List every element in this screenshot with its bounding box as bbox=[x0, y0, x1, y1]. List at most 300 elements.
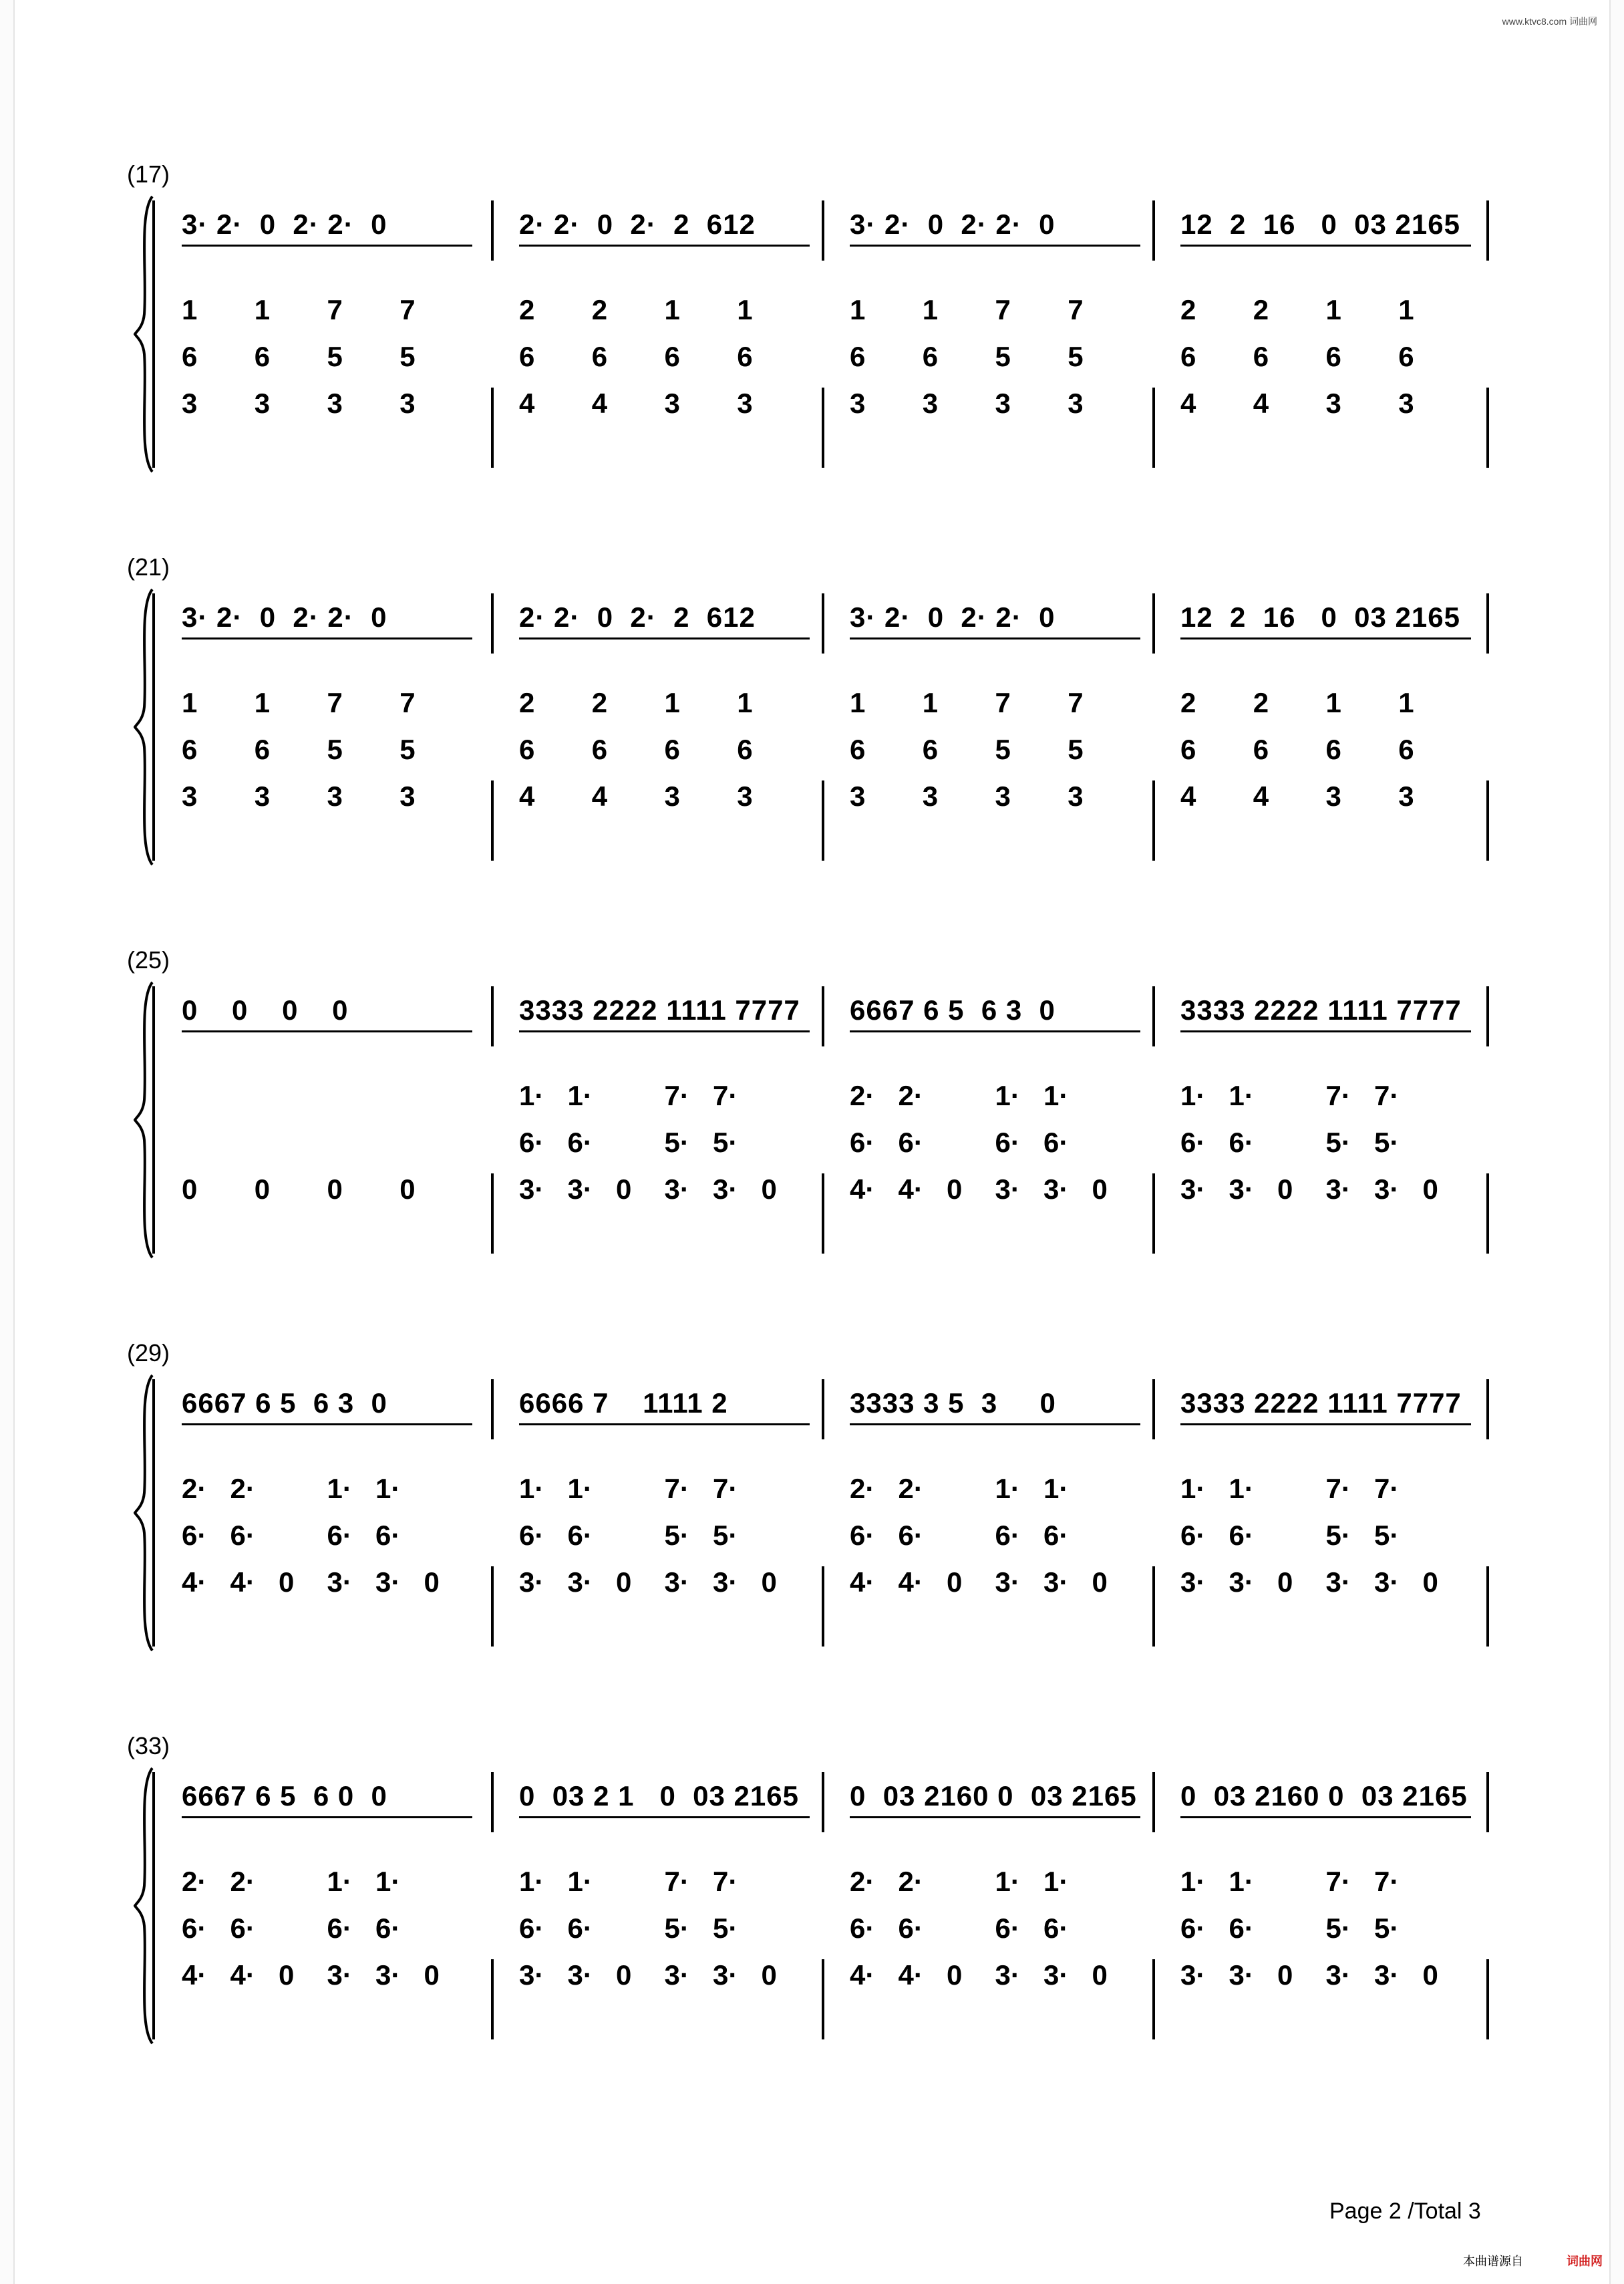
barline bbox=[822, 200, 824, 261]
barline bbox=[1486, 593, 1489, 654]
chord-note: 1 bbox=[664, 294, 680, 325]
melody-measure: 0 0 0 0 bbox=[182, 994, 349, 1026]
chord-note: 3· bbox=[1229, 1566, 1254, 1598]
barline bbox=[822, 1566, 824, 1647]
right-edge-strip bbox=[1609, 0, 1624, 2284]
chord-note: 6· bbox=[567, 1912, 593, 1944]
chord-note: 5· bbox=[1325, 1127, 1351, 1158]
beam-line bbox=[182, 1816, 472, 1818]
chord-note: 3· bbox=[995, 1566, 1020, 1598]
chord-note: 2 bbox=[591, 687, 608, 718]
chord-note: 5· bbox=[664, 1127, 689, 1158]
barline bbox=[1486, 1959, 1489, 2039]
chord-note: 0 bbox=[1277, 1566, 1293, 1598]
chord-note: 6 bbox=[1398, 734, 1414, 765]
brace-icon bbox=[132, 1765, 159, 2046]
chord-note: 6 bbox=[1253, 341, 1269, 372]
system-line bbox=[152, 200, 155, 468]
chord-note: 6 bbox=[254, 734, 271, 765]
chord-note: 1 bbox=[1398, 687, 1414, 718]
chord-note: 0 bbox=[327, 1173, 343, 1205]
chord-note: 0 bbox=[399, 1173, 416, 1205]
chord-note: 6· bbox=[230, 1912, 255, 1944]
chord-note: 6 bbox=[737, 341, 753, 372]
barline bbox=[1152, 388, 1155, 468]
chord-note: 6· bbox=[230, 1520, 255, 1551]
chord-note: 6 bbox=[664, 341, 680, 372]
chord-note: 1 bbox=[737, 294, 753, 325]
chord-note: 1· bbox=[1043, 1080, 1069, 1111]
chord-note: 7 bbox=[327, 294, 343, 325]
chord-note: 3· bbox=[375, 1959, 401, 1991]
chord-note: 6· bbox=[327, 1520, 352, 1551]
chord-note: 6· bbox=[850, 1520, 875, 1551]
melody-measure: 2· 2· 0 2· 2 612 bbox=[519, 601, 756, 633]
chord-note: 2 bbox=[519, 294, 535, 325]
chord-note: 3· bbox=[1229, 1959, 1254, 1991]
chord-note: 6 bbox=[664, 734, 680, 765]
chord-note: 1· bbox=[519, 1080, 544, 1111]
chord-note: 0 bbox=[761, 1566, 777, 1598]
chord-note: 3 bbox=[1398, 780, 1414, 812]
barline bbox=[1152, 1379, 1155, 1439]
barline bbox=[1152, 1173, 1155, 1254]
chord-note: 3 bbox=[995, 780, 1011, 812]
melody-measure: 12 2 16 0 03 2165 bbox=[1180, 601, 1460, 633]
chord-note: 6· bbox=[1180, 1912, 1206, 1944]
chord-note: 5· bbox=[1325, 1520, 1351, 1551]
beam-line bbox=[1180, 637, 1471, 639]
barline bbox=[1152, 1566, 1155, 1647]
melody-measure: 3333 2222 1111 7777 bbox=[1180, 1387, 1462, 1419]
chord-note: 3 bbox=[664, 780, 680, 812]
chord-note: 4· bbox=[898, 1173, 923, 1205]
chord-note: 3· bbox=[1325, 1566, 1351, 1598]
chord-note: 6 bbox=[1325, 341, 1341, 372]
barline bbox=[822, 1173, 824, 1254]
barline bbox=[1486, 1772, 1489, 1832]
chord-note: 3· bbox=[1325, 1959, 1351, 1991]
barline bbox=[1152, 1959, 1155, 2039]
chord-note: 0 bbox=[1422, 1959, 1438, 1991]
measure-number: (25) bbox=[127, 946, 170, 974]
chord-note: 4· bbox=[850, 1959, 875, 1991]
melody-measure: 3· 2· 0 2· 2· 0 bbox=[182, 208, 387, 240]
chord-note: 7· bbox=[1325, 1080, 1351, 1111]
chord-note: 3 bbox=[1325, 388, 1341, 419]
brace-icon bbox=[132, 980, 159, 1260]
chord-note: 3· bbox=[995, 1173, 1020, 1205]
chord-note: 5· bbox=[713, 1912, 738, 1944]
chord-note: 3· bbox=[375, 1566, 401, 1598]
source-brand: 词曲网 bbox=[1567, 2255, 1603, 2268]
chord-note: 3· bbox=[1229, 1173, 1254, 1205]
barline bbox=[822, 593, 824, 654]
barline bbox=[1486, 780, 1489, 861]
barline bbox=[822, 780, 824, 861]
chord-note: 3 bbox=[254, 388, 271, 419]
chord-note: 3 bbox=[922, 388, 939, 419]
chord-note: 1 bbox=[850, 294, 866, 325]
chord-note: 6· bbox=[375, 1912, 401, 1944]
chord-note: 2 bbox=[1180, 687, 1196, 718]
chord-note: 1· bbox=[519, 1866, 544, 1897]
chord-note: 0 bbox=[1422, 1566, 1438, 1598]
chord-note: 7 bbox=[399, 687, 416, 718]
chord-note: 3 bbox=[327, 388, 343, 419]
chord-note: 1· bbox=[1043, 1473, 1069, 1504]
chord-note: 0 bbox=[1092, 1959, 1108, 1991]
chord-note: 5· bbox=[1325, 1912, 1351, 1944]
melody-measure: 0 03 2160 0 03 2165 bbox=[850, 1780, 1137, 1812]
chord-note: 3· bbox=[1325, 1173, 1351, 1205]
measure-number: (17) bbox=[127, 160, 170, 188]
barline bbox=[491, 780, 494, 861]
chord-note: 3 bbox=[327, 780, 343, 812]
chord-note: 5· bbox=[713, 1127, 738, 1158]
chord-note: 3 bbox=[737, 388, 753, 419]
chord-note: 1· bbox=[1229, 1080, 1254, 1111]
chord-note: 6· bbox=[1180, 1127, 1206, 1158]
barline bbox=[1152, 1772, 1155, 1832]
chord-note: 4 bbox=[519, 780, 535, 812]
chord-note: 0 bbox=[1422, 1173, 1438, 1205]
chord-note: 3· bbox=[1374, 1566, 1400, 1598]
chord-note: 7 bbox=[1068, 294, 1084, 325]
chord-note: 3· bbox=[519, 1566, 544, 1598]
chord-note: 0 bbox=[947, 1959, 963, 1991]
melody-measure: 3· 2· 0 2· 2· 0 bbox=[182, 601, 387, 633]
chord-note: 6 bbox=[182, 341, 198, 372]
beam-line bbox=[1180, 245, 1471, 247]
chord-note: 4 bbox=[519, 388, 535, 419]
chord-note: 1 bbox=[922, 687, 939, 718]
barline bbox=[491, 593, 494, 654]
chord-note: 3· bbox=[1180, 1566, 1206, 1598]
chord-note: 6· bbox=[519, 1127, 544, 1158]
beam-line bbox=[182, 245, 472, 247]
chord-note: 4· bbox=[898, 1566, 923, 1598]
chord-note: 7 bbox=[399, 294, 416, 325]
chord-note: 6· bbox=[898, 1912, 923, 1944]
site-url: www.ktvc8.com 词曲网 bbox=[1502, 16, 1597, 27]
barline bbox=[1486, 1379, 1489, 1439]
chord-note: 1· bbox=[995, 1080, 1020, 1111]
chord-note: 4· bbox=[230, 1566, 255, 1598]
chord-note: 6 bbox=[1253, 734, 1269, 765]
score-system bbox=[127, 160, 1490, 494]
chord-note: 6· bbox=[1043, 1520, 1069, 1551]
chord-note: 1· bbox=[1180, 1866, 1206, 1897]
barline bbox=[1486, 986, 1489, 1046]
system-line bbox=[152, 593, 155, 861]
brace-icon bbox=[132, 194, 159, 474]
chord-note: 2· bbox=[850, 1473, 875, 1504]
chord-note: 3 bbox=[1398, 388, 1414, 419]
chord-note: 0 bbox=[1277, 1959, 1293, 1991]
chord-note: 2 bbox=[1253, 294, 1269, 325]
barline bbox=[491, 388, 494, 468]
chord-note: 1· bbox=[1229, 1473, 1254, 1504]
chord-note: 5 bbox=[327, 341, 343, 372]
chord-note: 6· bbox=[1180, 1520, 1206, 1551]
beam-line bbox=[850, 245, 1140, 247]
barline bbox=[822, 1959, 824, 2039]
beam-line bbox=[519, 1816, 810, 1818]
beam-line bbox=[850, 1030, 1140, 1032]
barline bbox=[491, 1379, 494, 1439]
page-number: Page 2 /Total 3 bbox=[1329, 2198, 1481, 2224]
chord-note: 6· bbox=[850, 1127, 875, 1158]
chord-note: 3· bbox=[1374, 1173, 1400, 1205]
barline bbox=[1486, 1566, 1489, 1647]
chord-note: 6· bbox=[995, 1520, 1020, 1551]
chord-note: 0 bbox=[182, 1173, 198, 1205]
chord-note: 2 bbox=[591, 294, 608, 325]
chord-note: 1· bbox=[1180, 1473, 1206, 1504]
chord-note: 2· bbox=[898, 1866, 923, 1897]
chord-note: 3 bbox=[850, 780, 866, 812]
chord-note: 3· bbox=[567, 1566, 593, 1598]
chord-note: 6 bbox=[1180, 341, 1196, 372]
chord-note: 5· bbox=[1374, 1912, 1400, 1944]
chord-note: 1· bbox=[567, 1866, 593, 1897]
chord-note: 2 bbox=[1253, 687, 1269, 718]
chord-note: 1· bbox=[567, 1080, 593, 1111]
chord-note: 5 bbox=[399, 341, 416, 372]
chord-note: 0 bbox=[947, 1173, 963, 1205]
chord-note: 0 bbox=[1277, 1173, 1293, 1205]
beam-line bbox=[519, 245, 810, 247]
chord-note: 3· bbox=[1043, 1959, 1069, 1991]
measure-number: (33) bbox=[127, 1732, 170, 1759]
barline bbox=[491, 1772, 494, 1832]
chord-note: 4· bbox=[230, 1959, 255, 1991]
chord-note: 3· bbox=[1180, 1173, 1206, 1205]
chord-note: 6 bbox=[254, 341, 271, 372]
chord-note: 6 bbox=[591, 734, 608, 765]
chord-note: 4 bbox=[1253, 780, 1269, 812]
chord-note: 1 bbox=[182, 687, 198, 718]
chord-note: 5· bbox=[664, 1912, 689, 1944]
chord-note: 3 bbox=[922, 780, 939, 812]
chord-note: 0 bbox=[761, 1959, 777, 1991]
beam-line bbox=[519, 1423, 810, 1425]
chord-note: 3 bbox=[182, 388, 198, 419]
chord-note: 3 bbox=[737, 780, 753, 812]
chord-note: 6 bbox=[182, 734, 198, 765]
chord-note: 3· bbox=[1374, 1959, 1400, 1991]
beam-line bbox=[1180, 1030, 1471, 1032]
chord-note: 4 bbox=[1180, 780, 1196, 812]
chord-note: 0 bbox=[279, 1566, 295, 1598]
chord-note: 5· bbox=[1374, 1127, 1400, 1158]
chord-note: 1· bbox=[1180, 1080, 1206, 1111]
barline bbox=[491, 200, 494, 261]
chord-note: 6· bbox=[567, 1127, 593, 1158]
chord-note: 3· bbox=[713, 1959, 738, 1991]
chord-note: 0 bbox=[424, 1566, 440, 1598]
chord-note: 6 bbox=[519, 734, 535, 765]
chord-note: 5· bbox=[664, 1520, 689, 1551]
chord-note: 3· bbox=[327, 1959, 352, 1991]
chord-note: 7 bbox=[995, 687, 1011, 718]
chord-note: 3 bbox=[399, 780, 416, 812]
beam-line bbox=[182, 637, 472, 639]
chord-note: 6· bbox=[327, 1912, 352, 1944]
barline bbox=[822, 986, 824, 1046]
chord-note: 5 bbox=[399, 734, 416, 765]
chord-note: 3· bbox=[567, 1959, 593, 1991]
chord-note: 2· bbox=[850, 1866, 875, 1897]
score-system bbox=[127, 1339, 1490, 1673]
melody-measure: 3333 3 5 3 0 bbox=[850, 1387, 1056, 1419]
chord-note: 2· bbox=[182, 1866, 207, 1897]
chord-note: 1 bbox=[664, 687, 680, 718]
chord-note: 3· bbox=[519, 1173, 544, 1205]
chord-note: 6 bbox=[922, 341, 939, 372]
melody-measure: 3· 2· 0 2· 2· 0 bbox=[850, 208, 1055, 240]
chord-note: 5· bbox=[713, 1520, 738, 1551]
chord-note: 1· bbox=[1229, 1866, 1254, 1897]
chord-note: 3· bbox=[713, 1173, 738, 1205]
chord-note: 1· bbox=[567, 1473, 593, 1504]
chord-note: 7· bbox=[1374, 1866, 1400, 1897]
chord-note: 4· bbox=[850, 1173, 875, 1205]
chord-note: 1· bbox=[519, 1473, 544, 1504]
chord-note: 0 bbox=[616, 1173, 632, 1205]
chord-note: 2· bbox=[230, 1473, 255, 1504]
system-line bbox=[152, 1379, 155, 1647]
barline bbox=[1152, 593, 1155, 654]
brace-icon bbox=[132, 587, 159, 867]
chord-note: 7· bbox=[1325, 1866, 1351, 1897]
chord-note: 5 bbox=[995, 341, 1011, 372]
barline bbox=[1486, 1173, 1489, 1254]
chord-note: 6 bbox=[1325, 734, 1341, 765]
chord-note: 6 bbox=[519, 341, 535, 372]
beam-line bbox=[1180, 1816, 1471, 1818]
beam-line bbox=[850, 1816, 1140, 1818]
chord-note: 3· bbox=[995, 1959, 1020, 1991]
chord-note: 0 bbox=[616, 1566, 632, 1598]
chord-note: 7· bbox=[1374, 1473, 1400, 1504]
chord-note: 1 bbox=[922, 294, 939, 325]
chord-note: 2· bbox=[230, 1866, 255, 1897]
beam-line bbox=[519, 1030, 810, 1032]
chord-note: 7· bbox=[664, 1473, 689, 1504]
chord-note: 7· bbox=[664, 1866, 689, 1897]
score-system bbox=[127, 1732, 1490, 2066]
chord-note: 6· bbox=[1229, 1520, 1254, 1551]
chord-note: 7· bbox=[713, 1866, 738, 1897]
chord-note: 3· bbox=[664, 1566, 689, 1598]
chord-note: 1 bbox=[737, 687, 753, 718]
chord-note: 7· bbox=[664, 1080, 689, 1111]
chord-note: 7· bbox=[713, 1080, 738, 1111]
barline bbox=[822, 1379, 824, 1439]
barline bbox=[1152, 780, 1155, 861]
beam-line bbox=[519, 637, 810, 639]
chord-note: 5 bbox=[1068, 734, 1084, 765]
chord-note: 4· bbox=[850, 1566, 875, 1598]
chord-note: 5 bbox=[995, 734, 1011, 765]
barline bbox=[491, 1566, 494, 1647]
chord-note: 6 bbox=[737, 734, 753, 765]
chord-note: 3· bbox=[1043, 1566, 1069, 1598]
chord-note: 2· bbox=[898, 1473, 923, 1504]
chord-note: 6· bbox=[995, 1127, 1020, 1158]
chord-note: 6· bbox=[898, 1127, 923, 1158]
barline bbox=[1152, 986, 1155, 1046]
chord-note: 6· bbox=[1229, 1912, 1254, 1944]
chord-note: 0 bbox=[616, 1959, 632, 1991]
barline bbox=[1486, 200, 1489, 261]
chord-note: 3· bbox=[664, 1173, 689, 1205]
chord-note: 3· bbox=[1043, 1173, 1069, 1205]
chord-note: 1 bbox=[850, 687, 866, 718]
system-line bbox=[152, 1772, 155, 2039]
chord-note: 3 bbox=[254, 780, 271, 812]
melody-measure: 0 03 2 1 0 03 2165 bbox=[519, 1780, 799, 1812]
barline bbox=[822, 1772, 824, 1832]
score-system bbox=[127, 946, 1490, 1280]
chord-note: 3· bbox=[567, 1173, 593, 1205]
chord-note: 2· bbox=[182, 1473, 207, 1504]
chord-note: 3· bbox=[519, 1959, 544, 1991]
chord-note: 6· bbox=[1229, 1127, 1254, 1158]
system-line bbox=[152, 986, 155, 1254]
chord-note: 0 bbox=[254, 1173, 271, 1205]
chord-note: 6· bbox=[1043, 1912, 1069, 1944]
barline bbox=[822, 388, 824, 468]
chord-note: 1 bbox=[254, 294, 271, 325]
chord-note: 4· bbox=[898, 1959, 923, 1991]
chord-note: 2 bbox=[519, 687, 535, 718]
chord-note: 4· bbox=[182, 1566, 207, 1598]
melody-measure: 12 2 16 0 03 2165 bbox=[1180, 208, 1460, 240]
chord-note: 2· bbox=[850, 1080, 875, 1111]
chord-note: 7 bbox=[327, 687, 343, 718]
chord-note: 3 bbox=[182, 780, 198, 812]
chord-note: 3 bbox=[1068, 388, 1084, 419]
barline bbox=[1486, 388, 1489, 468]
chord-note: 7 bbox=[995, 294, 1011, 325]
chord-note: 3· bbox=[327, 1566, 352, 1598]
chord-note: 6· bbox=[850, 1912, 875, 1944]
brace-icon bbox=[132, 1373, 159, 1653]
chord-note: 4 bbox=[591, 388, 608, 419]
melody-measure: 6666 7 1111 2 bbox=[519, 1387, 728, 1419]
chord-note: 1 bbox=[182, 294, 198, 325]
barline bbox=[491, 1959, 494, 2039]
melody-measure: 3333 2222 1111 7777 bbox=[1180, 994, 1462, 1026]
chord-note: 6· bbox=[1043, 1127, 1069, 1158]
chord-note: 6 bbox=[850, 341, 866, 372]
chord-note: 3 bbox=[995, 388, 1011, 419]
chord-note: 1 bbox=[254, 687, 271, 718]
chord-note: 6 bbox=[850, 734, 866, 765]
chord-note: 6 bbox=[1398, 341, 1414, 372]
chord-note: 6· bbox=[182, 1912, 207, 1944]
score-system bbox=[127, 553, 1490, 887]
chord-note: 6· bbox=[375, 1520, 401, 1551]
chord-note: 1· bbox=[327, 1473, 352, 1504]
source-note: 本曲谱源自 bbox=[1463, 2255, 1523, 2268]
chord-note: 6· bbox=[898, 1520, 923, 1551]
melody-measure: 6667 6 5 6 3 0 bbox=[182, 1387, 387, 1419]
chord-note: 1 bbox=[1325, 687, 1341, 718]
